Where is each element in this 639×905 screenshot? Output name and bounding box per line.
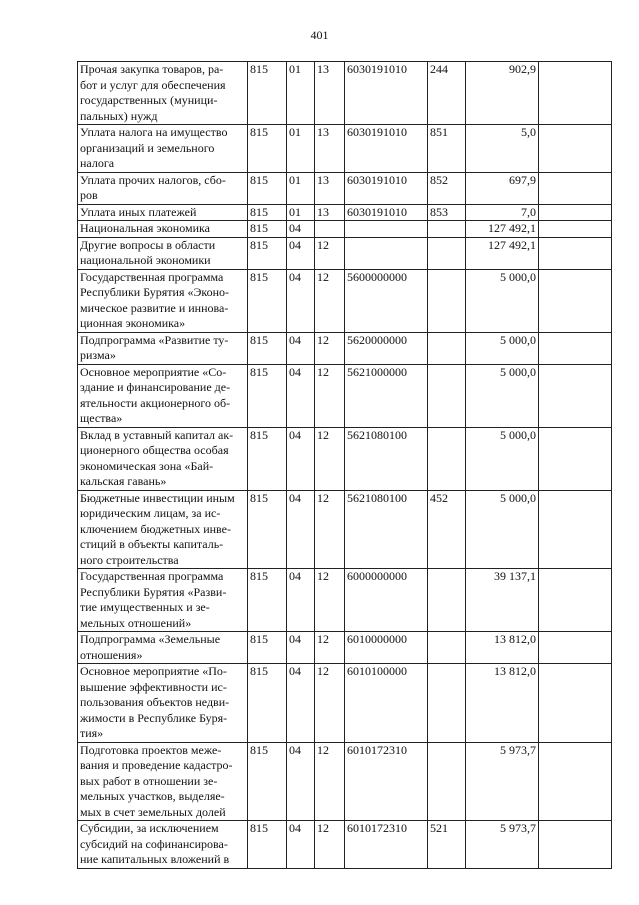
expense-name-cell: Уплата налога на имущество организаций и земельного налога <box>78 125 248 173</box>
subsection-code-cell: 12 <box>315 269 345 332</box>
table-row <box>78 221 612 238</box>
expense-type-cell: 853 <box>428 204 466 221</box>
ministry-code-cell: 815 <box>248 490 287 569</box>
empty-cell <box>539 204 612 221</box>
subsection-code-cell: 12 <box>315 632 345 664</box>
amount-cell: 5 000,0 <box>466 364 539 427</box>
empty-cell <box>539 821 612 869</box>
expense-type-cell: 852 <box>428 172 466 204</box>
section-code-cell: 04 <box>287 332 315 364</box>
table-row <box>78 664 612 743</box>
amount-cell: 39 137,1 <box>466 569 539 632</box>
target-article-cell: 6010172310 <box>345 742 428 821</box>
section-code-cell: 04 <box>287 664 315 743</box>
table-row <box>78 569 612 632</box>
section-code-cell: 04 <box>287 237 315 269</box>
expense-name-cell: Государственная программа Республики Бурятия «Разви- тие имущественных и зе- мельных отношений» <box>78 569 248 632</box>
section-code-cell: 04 <box>287 742 315 821</box>
expense-name-cell: Подпрограмма «Развитие ту- ризма» <box>78 332 248 364</box>
section-code-cell: 01 <box>287 172 315 204</box>
expense-type-cell <box>428 221 466 238</box>
ministry-code-cell: 815 <box>248 332 287 364</box>
ministry-code-cell: 815 <box>248 269 287 332</box>
expense-name-cell: Государственная программа Республики Бурятия «Эконо- мическое развитие и иннова- ционная экономика» <box>78 269 248 332</box>
section-code-cell: 01 <box>287 204 315 221</box>
target-article-cell <box>345 237 428 269</box>
budget-table <box>77 61 612 869</box>
ministry-code-cell: 815 <box>248 237 287 269</box>
amount-cell: 697,9 <box>466 172 539 204</box>
ministry-code-cell: 815 <box>248 221 287 238</box>
subsection-code-cell: 13 <box>315 172 345 204</box>
table-body <box>78 62 612 869</box>
table-row <box>78 269 612 332</box>
subsection-code-cell: 12 <box>315 490 345 569</box>
amount-cell: 5 000,0 <box>466 332 539 364</box>
expense-type-cell <box>428 742 466 821</box>
expense-type-cell <box>428 332 466 364</box>
subsection-code-cell: 12 <box>315 332 345 364</box>
target-article-cell: 6030191010 <box>345 62 428 125</box>
empty-cell <box>539 427 612 490</box>
expense-type-cell <box>428 269 466 332</box>
expense-type-cell <box>428 237 466 269</box>
empty-cell <box>539 490 612 569</box>
target-article-cell: 5621080100 <box>345 427 428 490</box>
amount-cell: 5 973,7 <box>466 742 539 821</box>
target-article-cell: 5621080100 <box>345 490 428 569</box>
subsection-code-cell: 12 <box>315 427 345 490</box>
amount-cell: 5,0 <box>466 125 539 173</box>
expense-type-cell <box>428 569 466 632</box>
table-row <box>78 332 612 364</box>
ministry-code-cell: 815 <box>248 632 287 664</box>
target-article-cell: 5600000000 <box>345 269 428 332</box>
subsection-code-cell: 13 <box>315 62 345 125</box>
ministry-code-cell: 815 <box>248 821 287 869</box>
section-code-cell: 04 <box>287 490 315 569</box>
subsection-code-cell: 12 <box>315 569 345 632</box>
amount-cell: 13 812,0 <box>466 664 539 743</box>
expense-name-cell: Национальная экономика <box>78 221 248 238</box>
expense-type-cell <box>428 364 466 427</box>
expense-type-cell <box>428 427 466 490</box>
section-code-cell: 04 <box>287 632 315 664</box>
target-article-cell: 5621000000 <box>345 364 428 427</box>
expense-name-cell: Подготовка проектов меже- вания и проведение кадастро- вых работ в отношении зе- мельных участков, выделяе- мых в счет земельных долей <box>78 742 248 821</box>
ministry-code-cell: 815 <box>248 204 287 221</box>
subsection-code-cell: 13 <box>315 204 345 221</box>
expense-type-cell: 521 <box>428 821 466 869</box>
amount-cell: 7,0 <box>466 204 539 221</box>
expense-type-cell: 851 <box>428 125 466 173</box>
amount-cell: 127 492,1 <box>466 221 539 238</box>
table-row <box>78 742 612 821</box>
amount-cell: 5 973,7 <box>466 821 539 869</box>
target-article-cell: 6030191010 <box>345 125 428 173</box>
amount-cell: 5 000,0 <box>466 427 539 490</box>
subsection-code-cell: 12 <box>315 742 345 821</box>
empty-cell <box>539 172 612 204</box>
subsection-code-cell: 12 <box>315 237 345 269</box>
table-row <box>78 237 612 269</box>
ministry-code-cell: 815 <box>248 742 287 821</box>
section-code-cell: 04 <box>287 821 315 869</box>
table-row <box>78 427 612 490</box>
table-row <box>78 125 612 173</box>
table-row <box>78 821 612 869</box>
expense-type-cell <box>428 664 466 743</box>
ministry-code-cell: 815 <box>248 664 287 743</box>
amount-cell: 5 000,0 <box>466 269 539 332</box>
expense-type-cell: 452 <box>428 490 466 569</box>
empty-cell <box>539 125 612 173</box>
target-article-cell <box>345 221 428 238</box>
section-code-cell: 04 <box>287 364 315 427</box>
subsection-code-cell <box>315 221 345 238</box>
ministry-code-cell: 815 <box>248 62 287 125</box>
empty-cell <box>539 569 612 632</box>
expense-name-cell: Основное мероприятие «По- вышение эффективности ис- пользования объектов недви- жимости в Республике Буря- тия» <box>78 664 248 743</box>
section-code-cell: 04 <box>287 221 315 238</box>
table-row <box>78 172 612 204</box>
expense-name-cell: Прочая закупка товаров, ра- бот и услуг для обеспечения государственных (муници- пальных) нужд <box>78 62 248 125</box>
empty-cell <box>539 742 612 821</box>
empty-cell <box>539 364 612 427</box>
empty-cell <box>539 237 612 269</box>
empty-cell <box>539 221 612 238</box>
ministry-code-cell: 815 <box>248 364 287 427</box>
ministry-code-cell: 815 <box>248 569 287 632</box>
page-number: 401 <box>310 28 329 42</box>
target-article-cell: 6010172310 <box>345 821 428 869</box>
section-code-cell: 04 <box>287 427 315 490</box>
table-row <box>78 490 612 569</box>
table-row <box>78 62 612 125</box>
subsection-code-cell: 13 <box>315 125 345 173</box>
target-article-cell: 5620000000 <box>345 332 428 364</box>
amount-cell: 13 812,0 <box>466 632 539 664</box>
ministry-code-cell: 815 <box>248 172 287 204</box>
table-row <box>78 364 612 427</box>
target-article-cell: 6010000000 <box>345 632 428 664</box>
section-code-cell: 01 <box>287 125 315 173</box>
subsection-code-cell: 12 <box>315 821 345 869</box>
section-code-cell: 04 <box>287 569 315 632</box>
target-article-cell: 6010100000 <box>345 664 428 743</box>
empty-cell <box>539 664 612 743</box>
empty-cell <box>539 62 612 125</box>
expense-name-cell: Уплата прочих налогов, сбо- ров <box>78 172 248 204</box>
ministry-code-cell: 815 <box>248 427 287 490</box>
empty-cell <box>539 269 612 332</box>
section-code-cell: 04 <box>287 269 315 332</box>
table-row <box>78 632 612 664</box>
expense-name-cell: Другие вопросы в области национальной экономики <box>78 237 248 269</box>
amount-cell: 5 000,0 <box>466 490 539 569</box>
empty-cell <box>539 332 612 364</box>
amount-cell: 902,9 <box>466 62 539 125</box>
empty-cell <box>539 632 612 664</box>
ministry-code-cell: 815 <box>248 125 287 173</box>
amount-cell: 127 492,1 <box>466 237 539 269</box>
target-article-cell: 6030191010 <box>345 204 428 221</box>
expense-name-cell: Уплата иных платежей <box>78 204 248 221</box>
section-code-cell: 01 <box>287 62 315 125</box>
expense-name-cell: Основное мероприятие «Со- здание и финансирование де- ятельности акционерного об- щества» <box>78 364 248 427</box>
expense-type-cell <box>428 632 466 664</box>
target-article-cell: 6000000000 <box>345 569 428 632</box>
expense-name-cell: Подпрограмма «Земельные отношения» <box>78 632 248 664</box>
subsection-code-cell: 12 <box>315 664 345 743</box>
subsection-code-cell: 12 <box>315 364 345 427</box>
expense-name-cell: Бюджетные инвестиции иным юридическим лицам, за ис- ключением бюджетных инве- стиций в объекты капиталь- ного строительства <box>78 490 248 569</box>
table-row <box>78 204 612 221</box>
expense-name-cell: Субсидии, за исключением субсидий на софинансирова- ние капитальных вложений в <box>78 821 248 869</box>
target-article-cell: 6030191010 <box>345 172 428 204</box>
expense-name-cell: Вклад в уставный капитал ак- ционерного общества особая экономическая зона «Бай- кальская гавань» <box>78 427 248 490</box>
expense-type-cell: 244 <box>428 62 466 125</box>
